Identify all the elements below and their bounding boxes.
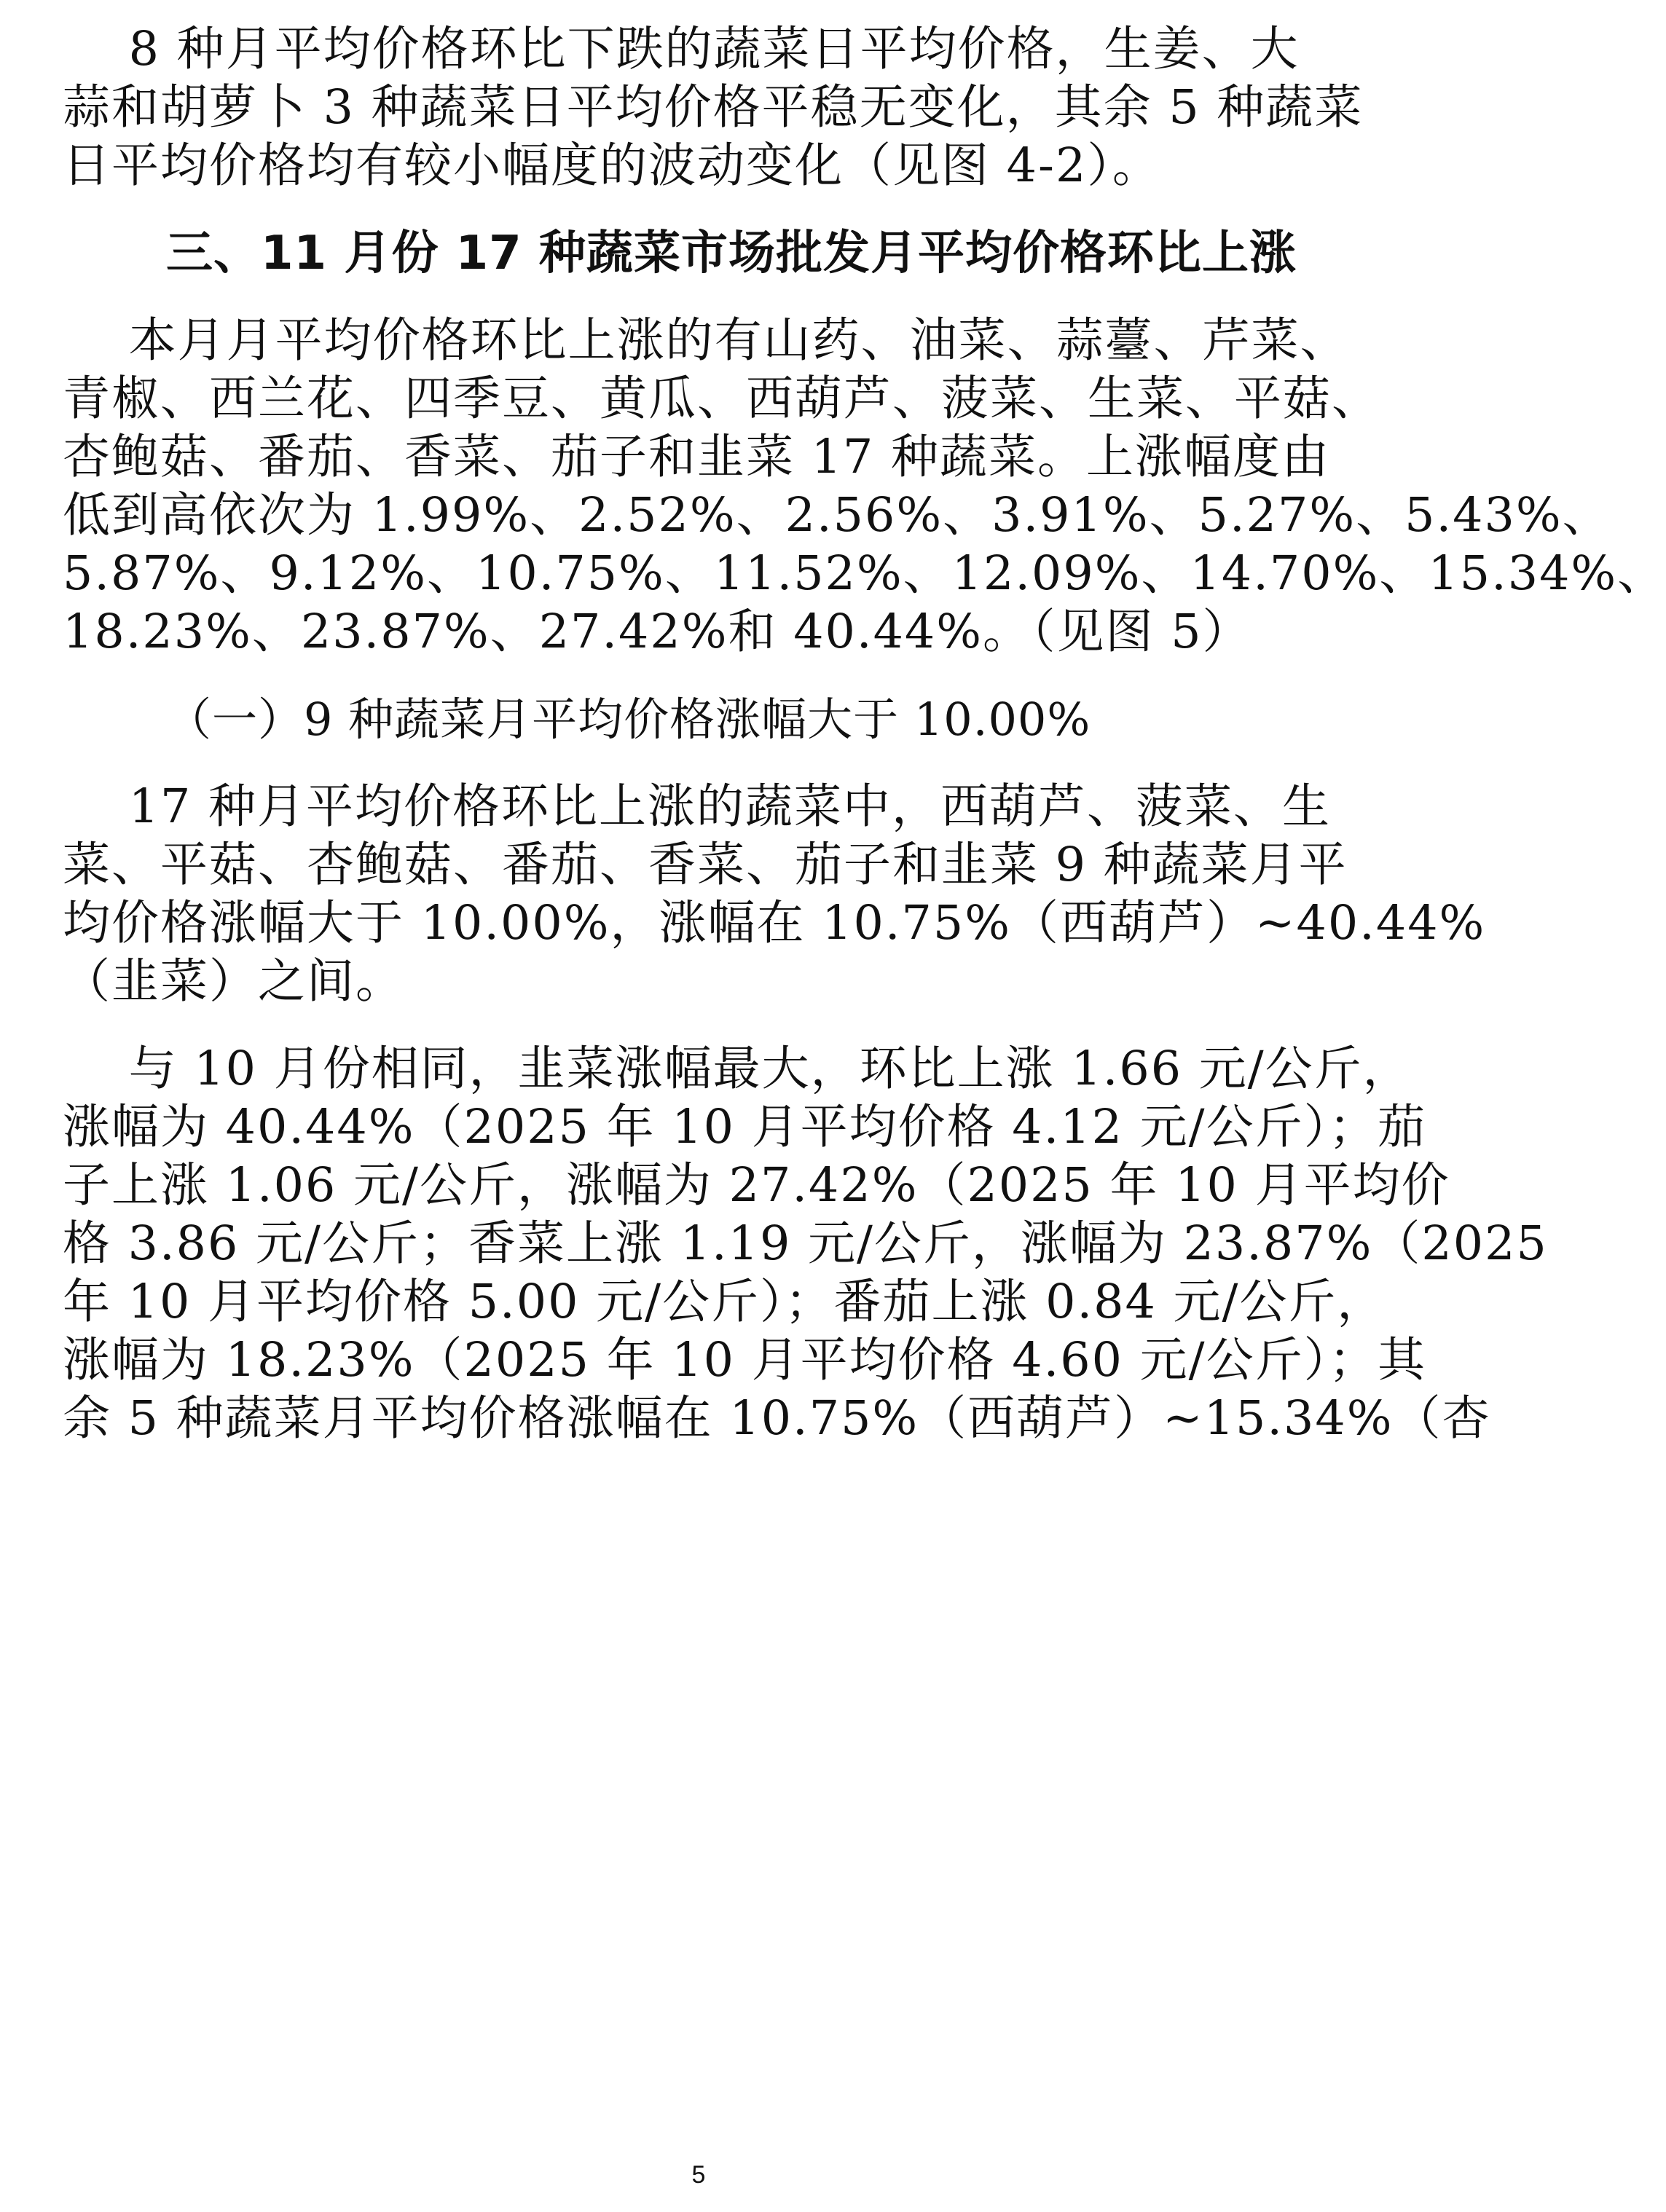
subsection-heading: （一）9 种蔬菜月平均价格涨幅大于 10.00% xyxy=(166,693,1091,746)
paragraph-2-line-1: 本月月平均价格环比上涨的有山药、油菜、蒜薹、芹菜、 xyxy=(63,313,1349,368)
paragraph-3-line-2: 菜、平菇、杏鲍菇、番茄、香菜、茄子和韭菜 9 种蔬菜月平 xyxy=(63,838,1348,892)
paragraph-4-line-5: 年 10 月平均价格 5.00 元/公斤）；番茄上涨 0.84 元/公斤， xyxy=(63,1275,1386,1329)
paragraph-4-line-2: 涨幅为 40.44%（2025 年 10 月平均价格 4.12 元/公斤）；茄 xyxy=(63,1100,1427,1154)
paragraph-2-line-3: 杏鲍菇、番茄、香菜、茄子和韭菜 17 种蔬菜。上涨幅度由 xyxy=(63,430,1331,484)
paragraph-1-line-3: 日平均价格均有较小幅度的波动变化（见图 4-2）。 xyxy=(63,138,1161,193)
paragraph-3-line-3: 均价格涨幅大于 10.00%，涨幅在 10.75%（西葫芦）~40.44% xyxy=(63,896,1486,950)
paragraph-3-line-1: 17 种月平均价格环比上涨的蔬菜中，西葫芦、菠菜、生 xyxy=(63,779,1332,834)
paragraph-4-line-7: 余 5 种蔬菜月平均价格涨幅在 10.75%（西葫芦）~15.34%（杏 xyxy=(63,1391,1491,1446)
paragraph-1-line-1: 8 种月平均价格环比下跌的蔬菜日平均价格，生姜、大 xyxy=(63,22,1300,76)
paragraph-2-line-6: 18.23%、23.87%、27.42%和 40.44%。（见图 5） xyxy=(63,605,1252,659)
paragraph-3-line-4: （韭菜）之间。 xyxy=(63,954,405,1009)
paragraph-2-line-2: 青椒、西兰花、四季豆、黄瓜、西葫芦、菠菜、生菜、平菇、 xyxy=(63,371,1381,426)
paragraph-2-line-4: 低到高依次为 1.99%、2.52%、2.56%、3.91%、5.27%、5.43%、 xyxy=(63,488,1611,543)
page-number: 5 xyxy=(691,2161,706,2189)
paragraph-4-line-1: 与 10 月份相同，韭菜涨幅最大，环比上涨 1.66 元/公斤， xyxy=(63,1042,1412,1096)
paragraph-4-line-4: 格 3.86 元/公斤；香菜上涨 1.19 元/公斤，涨幅为 23.87%（2025 xyxy=(63,1216,1548,1271)
paragraph-2-line-5: 5.87%、9.12%、10.75%、11.52%、12.09%、14.70%、15.34%、 xyxy=(63,546,1666,601)
paragraph-1-line-2: 蒜和胡萝卜 3 种蔬菜日平均价格平稳无变化，其余 5 种蔬菜 xyxy=(63,80,1364,135)
paragraph-4-line-6: 涨幅为 18.23%（2025 年 10 月平均价格 4.60 元/公斤）；其 xyxy=(63,1333,1427,1388)
section-heading: 三、11 月份 17 种蔬菜市场批发月平均价格环比上涨 xyxy=(166,227,1297,280)
paragraph-4-line-3: 子上涨 1.06 元/公斤，涨幅为 27.42%（2025 年 10 月平均价 xyxy=(63,1158,1450,1213)
